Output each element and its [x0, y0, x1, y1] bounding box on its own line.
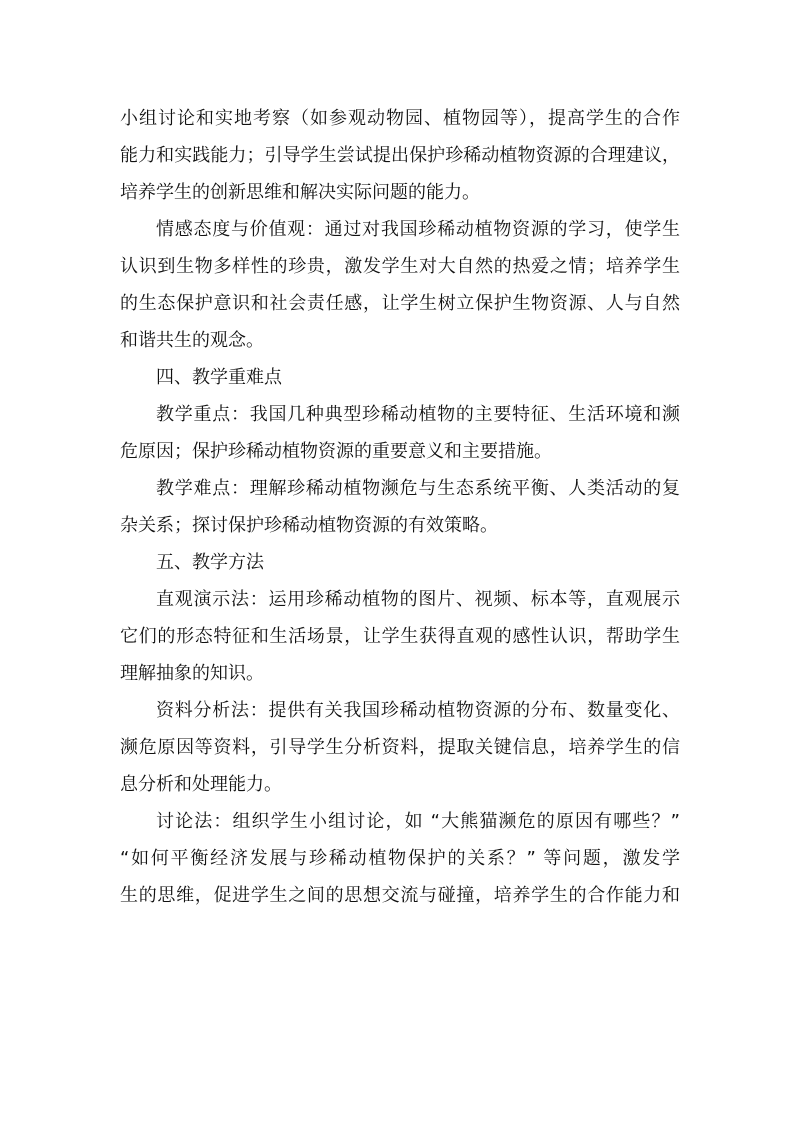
text-line: “如何平衡经济发展与珍稀动植物保护的关系？” 等问题，激发学 — [120, 848, 680, 869]
paragraph-skills-continuation — [120, 100, 680, 211]
text-line: 讨论法：组织学生小组讨论，如 “大熊猫濒危的原因有哪些？” — [156, 811, 680, 832]
text-line: 教学难点：理解珍稀动植物濒危与生态系统平衡、人类活动的复 — [156, 478, 680, 499]
text-line: 生的思维，促进学生之间的思想交流与碰撞，培养学生的合作能力和 — [120, 885, 680, 906]
text-line: 能力和实践能力；引导学生尝试提出保护珍稀动植物资源的合理建议， — [120, 145, 680, 166]
text-line: 的生态保护意识和社会责任感，让学生树立保护生物资源、人与自然 — [120, 293, 680, 314]
section-heading-teaching-methods — [120, 544, 680, 581]
paragraph-teaching-focus — [120, 396, 680, 470]
paragraph-visual-demonstration — [120, 581, 680, 692]
text-line: 理解抽象的知识。 — [120, 663, 264, 684]
paragraph-data-analysis — [120, 692, 680, 803]
paragraph-teaching-difficulty — [120, 470, 680, 544]
text-line: 濒危原因等资料，引导学生分析资料，提取关键信息，培养学生的信 — [120, 737, 680, 758]
text-line: 危原因；保护珍稀动植物资源的重要意义和主要措施。 — [120, 441, 552, 462]
text-line: 资料分析法：提供有关我国珍稀动植物资源的分布、数量变化、 — [156, 700, 680, 721]
section-heading-key-difficult-points — [120, 359, 680, 396]
text-line: 和谐共生的观念。 — [120, 330, 264, 351]
text-line: 情感态度与价值观：通过对我国珍稀动植物资源的学习，使学生 — [156, 219, 680, 240]
text-line: 培养学生的创新思维和解决实际问题的能力。 — [120, 182, 480, 203]
paragraph-discussion-method — [120, 803, 680, 914]
text-line: 直观演示法：运用珍稀动植物的图片、视频、标本等，直观展示 — [156, 589, 680, 610]
text-line: 小组讨论和实地考察（如参观动物园、植物园等），提高学生的合作 — [120, 108, 680, 129]
paragraph-emotion-values — [120, 211, 680, 359]
document-body — [120, 100, 680, 914]
text-line: 它们的形态特征和生活场景，让学生获得直观的感性认识，帮助学生 — [120, 626, 680, 647]
text-line: 四、教学重难点 — [156, 367, 282, 388]
text-line: 教学重点：我国几种典型珍稀动植物的主要特征、生活环境和濒 — [156, 404, 680, 425]
text-line: 息分析和处理能力。 — [120, 774, 282, 795]
text-line: 认识到生物多样性的珍贵，激发学生对大自然的热爱之情；培养学生 — [120, 256, 680, 277]
text-line: 杂关系；探讨保护珍稀动植物资源的有效策略。 — [120, 515, 498, 536]
text-line: 五、教学方法 — [156, 552, 264, 573]
